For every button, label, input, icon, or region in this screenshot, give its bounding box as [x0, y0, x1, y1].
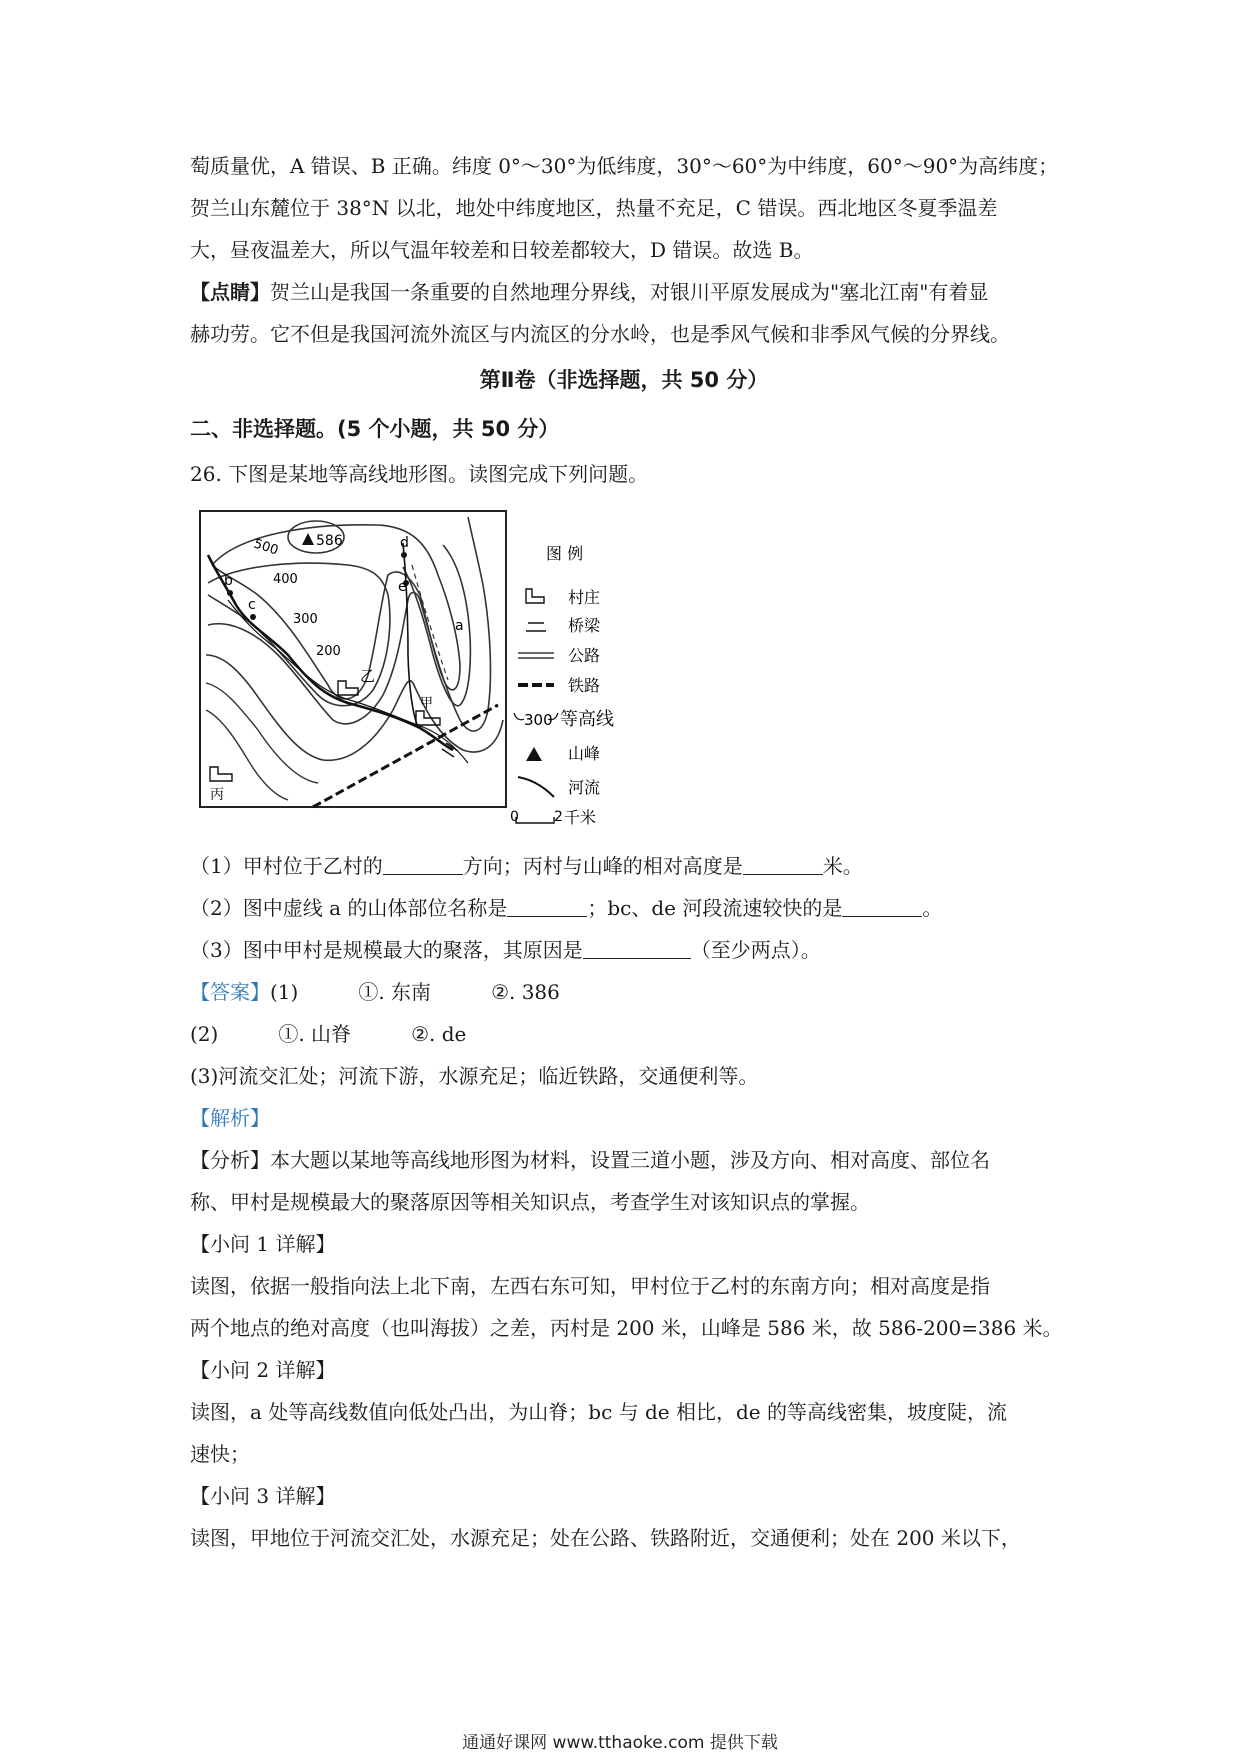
legend-river-label: 河流: [568, 778, 601, 797]
answer-2-2: ②. de: [411, 1022, 467, 1046]
legend-bridge-label: 桥梁: [568, 616, 601, 635]
answer-1-num: (1): [270, 980, 299, 1004]
question-26: 26. 下图是某地等高线地形图。读图完成下列问题。: [190, 462, 649, 486]
paragraph-line-3: 大，昼夜温差大，所以气温年较差和日较差都较大，D 错误。故选 B。: [190, 238, 814, 262]
answer-1-1: ①. 东南: [358, 980, 432, 1004]
village-yi-label: 乙: [360, 667, 376, 685]
q1-part-3: 米。: [822, 854, 863, 878]
ridge-dashed-line-a: [412, 565, 448, 680]
detail-2-line-2: 速快；: [190, 1442, 250, 1466]
legend-contour-label: 等高线: [560, 709, 614, 730]
contour-label-400: 400: [273, 572, 298, 587]
answer-2-1: ①. 山脊: [278, 1022, 352, 1046]
point-c-label: c: [248, 597, 256, 613]
scale-end: 2: [554, 809, 563, 825]
contour-line-200: [206, 655, 503, 760]
q2-part-1: （2）图中虚线 a 的山体部位名称是: [190, 896, 508, 920]
answer-line-1: [190, 971, 1058, 1013]
legend-peak-label: 山峰: [568, 744, 601, 763]
fenxi-line-2: 称、甲村是规模最大的聚落原因等相关知识点，考查学生对该知识点的掌握。: [190, 1190, 870, 1214]
point-b-label: b: [224, 573, 233, 589]
contour-line-low-1: [206, 683, 318, 783]
q2-blank-1[interactable]: [507, 898, 587, 917]
detail-2-line-1: 读图，a 处等高线数值向低处凸出，为山脊；bc 与 de 相比，de 的等高线密集，坡度陡，流: [190, 1400, 1007, 1424]
q3-part-2: （至少两点）。: [690, 938, 821, 962]
q1-blank-1[interactable]: [383, 856, 463, 875]
legend-peak-icon: [526, 747, 542, 761]
answer-line-2: [190, 1013, 1058, 1055]
answer-tag: 【答案】: [190, 980, 270, 1004]
point-d-dot: [401, 552, 407, 558]
detail-3-line-1: 读图，甲地位于河流交汇处，水源充足；处在公路、铁路附近，交通便利；处在 200 米以下，: [190, 1526, 1021, 1550]
detail-2-tag: 【小问 2 详解】: [190, 1358, 336, 1382]
detail-1-line-1: 读图，依据一般指向法上北下南，左西右东可知，甲村位于乙村的东南方向；相对高度是指: [190, 1274, 990, 1298]
contour-label-200: 200: [316, 644, 341, 659]
contour-label-500: 500: [251, 536, 281, 559]
page-content: [190, 145, 1063, 1559]
fenxi-tag: 【分析】: [190, 1148, 270, 1172]
contour-label-300: 300: [293, 612, 318, 627]
q2-part-3: 。: [922, 896, 943, 920]
fenxi-line-1: [190, 1139, 1058, 1181]
page-footer: 通通好课网 www.tthaoke.com 提供下载: [462, 1733, 778, 1753]
answer-line-3: (3)河流交汇处；河流下游，水源充足；临近铁路，交通便利等。: [190, 1064, 759, 1088]
q1-part-2: 方向；丙村与山峰的相对高度是: [462, 854, 743, 878]
dianjing-text-1: 贺兰山是我国一条重要的自然地理分界线，对银川平原发展成为"塞北江南"有着显: [270, 280, 989, 304]
dianjing-tag: 【点睛】: [190, 280, 270, 304]
detail-1-line-2: 两个地点的绝对高度（也叫海拔）之差，丙村是 200 米，山峰是 586 米，故 586-200=386 米。: [190, 1316, 1063, 1340]
point-d-label: d: [400, 535, 409, 551]
contour-map-svg: [198, 505, 698, 845]
question-2: [190, 887, 1058, 929]
paragraph-line-1: 萄质量优，A 错误、B 正确。纬度 0°～30°为低纬度，30°～60°为中纬度，60°～90°为高纬度；: [190, 154, 1059, 178]
village-yi-icon: [338, 681, 358, 695]
village-bing-label: 丙: [210, 787, 224, 803]
paragraph-line-2: 贺兰山东麓位于 38°N 以北，地处中纬度地区，热量不充足，C 错误。西北地区冬夏季温差: [190, 196, 998, 220]
answer-1-2: ②. 386: [491, 980, 560, 1004]
jiexi-tag: 【解析】: [190, 1106, 270, 1130]
scale-start: 0: [510, 809, 519, 825]
point-c-dot: [250, 614, 256, 620]
q1-blank-2[interactable]: [743, 856, 823, 875]
fenxi-text-1: 本大题以某地等高线地形图为材料，设置三道小题，涉及方向、相对高度、部位名: [270, 1148, 990, 1172]
answer-2-num: (2): [190, 1022, 219, 1046]
detail-1-tag: 【小问 1 详解】: [190, 1232, 336, 1256]
legend-railway-label: 铁路: [568, 676, 601, 695]
q1-part-1: （1）甲村位于乙村的: [190, 854, 383, 878]
legend-bridge-icon: [526, 623, 546, 631]
point-b-dot: [227, 590, 233, 596]
question-3: [190, 929, 1058, 971]
legend-contour-value: 300: [524, 711, 553, 729]
peak-marker-icon: [302, 533, 314, 545]
dianjing-line-2: 赫功劳。它不但是我国河流外流区与内流区的分水岭，也是季风气候和非季风气候的分界线。: [190, 322, 1010, 346]
scale-unit: 千米: [564, 808, 597, 827]
peak-elevation-label: 586: [316, 533, 343, 549]
legend-title: 图 例: [546, 544, 584, 563]
village-bing-icon: [210, 767, 232, 781]
q2-part-2: ；bc、de 河段流速较快的是: [587, 896, 843, 920]
contour-map-figure: [198, 505, 698, 845]
point-e-label: e: [398, 579, 407, 595]
legend-village-icon: [526, 589, 544, 603]
q2-blank-2[interactable]: [842, 898, 922, 917]
point-a-label: a: [455, 618, 464, 634]
legend-river-icon: [518, 777, 554, 797]
tributary-river: [403, 543, 418, 727]
question-1: [190, 845, 1058, 887]
q3-blank-1[interactable]: [583, 940, 691, 959]
dianjing-line-1: [190, 271, 1058, 313]
q3-part-1: （3）图中甲村是规模最大的聚落，其原因是: [190, 938, 583, 962]
detail-3-tag: 【小问 3 详解】: [190, 1484, 336, 1508]
legend-road-label: 公路: [568, 646, 601, 665]
village-jia-label: 甲: [420, 696, 434, 711]
legend-village-label: 村庄: [568, 588, 601, 607]
scale-bar-icon: [516, 817, 554, 823]
section-title: 二、非选择题。(5 个小题，共 50 分）: [190, 417, 560, 441]
part2-title: 第Ⅱ卷（非选择题，共 50 分）: [479, 368, 769, 392]
legend-road-icon: [518, 653, 554, 658]
